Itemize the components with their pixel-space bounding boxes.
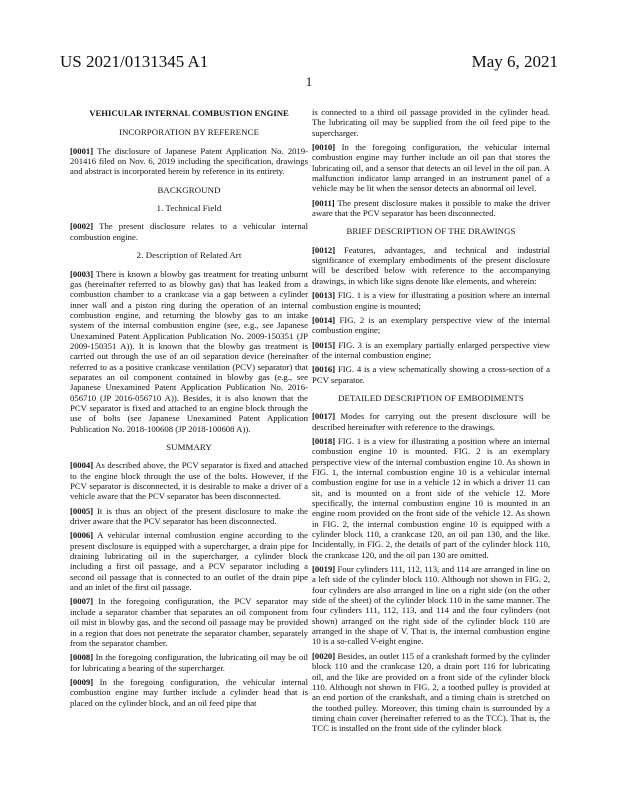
- section-heading: DETAILED DESCRIPTION OF EMBODIMENTS: [338, 392, 524, 403]
- paragraph-text: FIG. 3 is an exemplary partially enlarged perspective view of the internal combustion engine;: [312, 339, 551, 360]
- paragraph-number: [0003]: [70, 268, 94, 279]
- paragraph-number: [0011]: [312, 197, 335, 208]
- paragraph-number: [0004]: [70, 460, 94, 471]
- paragraph-number: [0014]: [312, 314, 336, 325]
- paragraph-number: [0017]: [312, 411, 336, 422]
- paragraph-text: In the foregoing configuration, the vehicular internal combustion engine may further include a cylinder head that is placed on the cylinder block, and an oil feed pipe that: [70, 676, 308, 708]
- paragraph: [70, 146, 308, 177]
- section-heading: 2. Description of Related Art: [136, 250, 242, 261]
- paragraph-text: The present disclosure relates to a vehicular internal combustion engine.: [70, 221, 308, 242]
- paragraph-number: [0010]: [312, 142, 336, 153]
- paragraph-text: As described above, the PCV separator is fixed and attached to the engine block through the use of the bolts. However, if the PCV separator is disconnected, it is desirable to make a driver of a vehicle aware that the PCV separator has been disconnected.: [70, 460, 308, 502]
- paragraph-text: It is thus an object of the present disclosure to make the driver aware that the PCV separator has been disconnected.: [70, 505, 309, 527]
- paragraph: [70, 460, 308, 501]
- paragraph: [70, 506, 308, 527]
- paragraph: [312, 198, 550, 219]
- paragraph-number: [0006]: [70, 530, 94, 541]
- paragraph-number: [0007]: [70, 596, 94, 607]
- paragraph-number: [0016]: [312, 364, 336, 375]
- section-heading: INCORPORATION BY REFERENCE: [118, 127, 260, 138]
- paragraph-number: [0015]: [312, 339, 336, 350]
- publication-date: May 6, 2021: [471, 52, 558, 71]
- paragraph: [312, 651, 550, 734]
- paragraph-number: [0019]: [312, 564, 336, 575]
- left-column: [70, 108, 308, 712]
- right-column: [312, 107, 550, 738]
- page-number: 1: [305, 74, 313, 89]
- paragraph-text: Besides, an outlet 115 of a crankshaft formed by the cylinder block 110 and the crankcase 120, a drain port 116 for lubricating oil, and the like are provided on a front side of the cylinder block 110. Although not shown in FIG. 2, a toothed pulley is provided at an end portion of the crankshaft, and a timing chain is stretched on the toothed pulley. Moreover, this timing chain is surrounded by a timing chain cover (hereinafter referred to as the TCC). That is, the TCC is installed on the front side of the cylinder block: [312, 650, 551, 734]
- paragraph-text: Modes for carrying out the present disclosure will be described hereinafter with reference to the drawings.: [312, 411, 550, 432]
- paragraph: [70, 269, 308, 435]
- paragraph-number: [0001]: [70, 145, 94, 156]
- paragraph: [312, 315, 550, 336]
- paragraph: [70, 530, 308, 592]
- section-heading: 1. Technical Field: [156, 203, 222, 214]
- paragraph-number: [0012]: [312, 244, 336, 255]
- paragraph-text: FIG. 2 is an exemplary perspective view of the internal combustion engine;: [312, 314, 551, 336]
- paragraph-text: Features, advantages, and technical and industrial significance of exemplary embodiments of the present disclosure will be described below with reference to the accompanying drawings, in which like signs denote like elements, and wherein:: [312, 244, 551, 286]
- paragraph-number: [0005]: [70, 505, 94, 516]
- paragraph-number: [0013]: [312, 290, 336, 301]
- paragraph-text: In the foregoing configuration, the vehicular internal combustion engine may further include an oil pan that stores the lubricating oil, and a sensor that detects an oil level in the oil pan. A malfunction indicator lamp arranged in an instrument panel of a vehicle may be lit when the sensor detects an abnormal oil level.: [312, 142, 550, 194]
- section-heading: BACKGROUND: [157, 184, 221, 195]
- paragraph: [312, 411, 550, 432]
- paragraph-text: In the foregoing configuration, the lubricating oil may be oil for lubricating a bearing of the supercharger.: [70, 652, 308, 673]
- paragraph: [312, 436, 550, 560]
- paragraph: [312, 340, 550, 361]
- paragraph-text: There is known a blowby gas treatment for treating unburnt gas (hereinafter referred to as blowby gas) that has leaked from a combustion chamber to a crankcase via a gap between a cylinder inner wall and a piston ring during the operation of an internal combustion engine, and returning the blowby gas to an intake system of the internal combustion engine (see, e.g., see Japanese Unexamined Patent Application Publication No. 2009-150351 (JP 2009-150351 A)). It is known that the blowby gas treatment is carried out through the use of an oil separation device (hereinafter referred to as a positive crankcase ventilation (PCV) separator) that separates an oil component contained in blowby gas (e.g., see Japanese Unexamined Patent Application Publication No. 2016-056710 (JP 2016-056710 A)). Besides, it is also known that the PCV separator is fixed and attached to an engine block through the use of bolts (see Japanese Unexamined Patent Application Publication No. 2018-100608 (JP 2018-100608 A)).: [70, 268, 308, 434]
- paragraph-number: [0008]: [70, 652, 94, 663]
- paragraph-text: The present disclosure makes it possible to make the driver aware that the PCV separator has been disconnected.: [312, 197, 550, 219]
- paragraph: [70, 596, 308, 648]
- paragraph-text: A vehicular internal combustion engine according to the present disclosure is equipped with a supercharger, a drain pipe for draining lubricating oil in the supercharger, a cylinder block including a first oil passage, and a PCV separator including a second oil passage that is connected to an outlet of the drain pipe and an inlet of the first oil passage.: [70, 530, 308, 593]
- paragraph: [312, 290, 550, 311]
- paragraph-text: In the foregoing configuration, the PCV separator may include a separator chamber that separates an oil component from oil mist in blowby gas, and the second oil passage may be provided in a region that does not penetrate the separator chamber, separately from the separator chamber.: [70, 596, 309, 648]
- paragraph-text: FIG. 1 is a view for illustrating a position where an internal combustion engine 10 is mounted. FIG. 2 is an exemplary perspective view of the internal combustion engine 10. As shown in FIG. 1, the internal combustion engine 10 is a vehicular internal combustion engine for use in a vehicle 12 in which a driver 11 can sit, and is mounted on a front side of the vehicle 12. More specifically, the internal combustion engine 10 is mounted in an engine room provided on the front side of the vehicle 12. As shown in FIG. 2, the internal combustion engine 10 is equipped with a cylinder block 110, a crankcase 120, an oil pan 130, and the like. Incidentally, in FIG. 2, the details of part of the cylinder block 110, the crankcase 120, and the oil pan 130 are omitted.: [312, 435, 550, 560]
- paragraph: [70, 677, 308, 708]
- paragraph-text: The disclosure of Japanese Patent Application No. 2019-201416 filed on Nov. 6, 2019 including the specification, drawings and abstract is incorporated herein by reference in its entirety.: [70, 145, 308, 177]
- paragraph: [312, 142, 550, 194]
- paragraph: [312, 564, 550, 647]
- paragraph: [312, 364, 550, 385]
- paragraph: [312, 245, 550, 286]
- document-title: VEHICULAR INTERNAL COMBUSTION ENGINE: [89, 108, 289, 118]
- paragraph: [70, 652, 308, 673]
- paragraph-text: Four cylinders 111, 112, 113, and 114 are arranged in line on a left side of the cylinder block 110. Although not shown in FIG. 2, four cylinders are also arranged in line on a right side (on the other side of the sheet) of the cylinder block 110 in the same manner. The four cylinders 111, 112, 113, and 114 and the four cylinders (not shown) arranged on the right side of the cylinder block 110 are arranged in the shape of V. That is, the internal combustion engine 10 is a so-called V-eight engine.: [312, 564, 550, 647]
- paragraph-continuation: is connected to a third oil passage provided in the cylinder head. The lubricating oil may be supplied from the oil feed pipe to the supercharger.: [312, 107, 550, 138]
- section-heading: SUMMARY: [166, 442, 212, 452]
- paragraph-number: [0018]: [312, 435, 336, 446]
- paragraph-text: FIG. 1 is a view for illustrating a position where an internal combustion engine is mounted;: [312, 290, 550, 311]
- section-heading: BRIEF DESCRIPTION OF THE DRAWINGS: [346, 226, 516, 237]
- paragraph-number: [0020]: [312, 650, 336, 661]
- publication-number: US 2021/0131345 A1: [60, 52, 209, 71]
- paragraph-number: [0002]: [70, 221, 94, 232]
- paragraph: [70, 221, 308, 242]
- paragraph-number: [0009]: [70, 676, 94, 687]
- paragraph-text: FIG. 4 is a view schematically showing a cross-section of a PCV separator.: [312, 364, 551, 385]
